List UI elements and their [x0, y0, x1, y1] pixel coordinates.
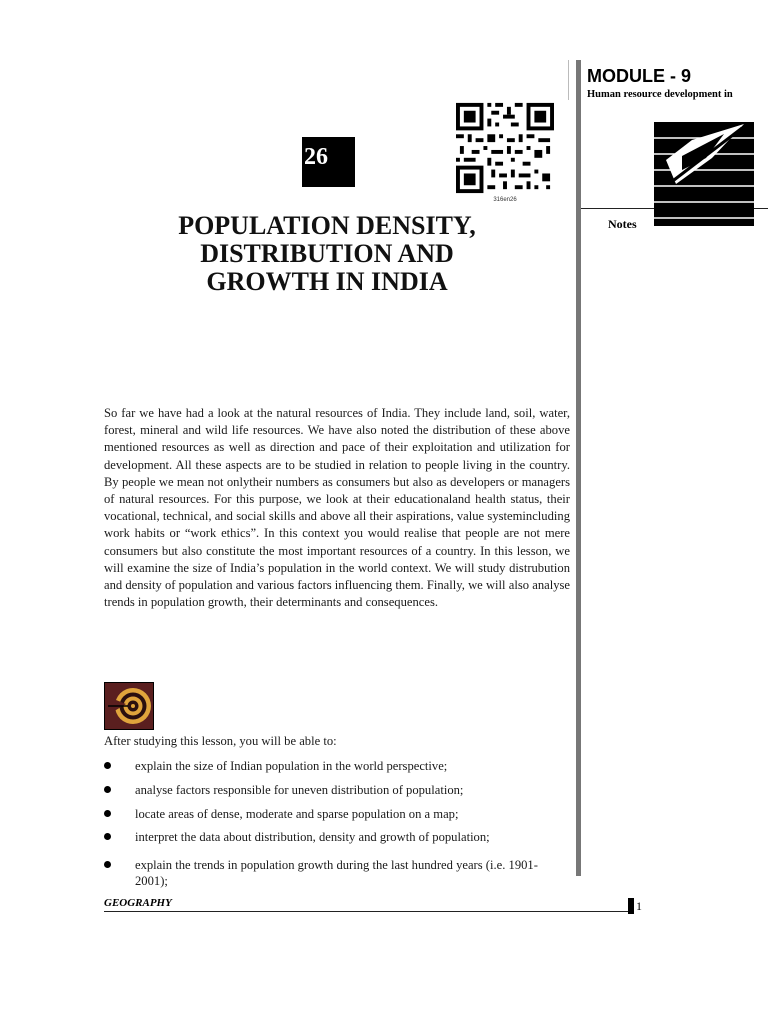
objectives-lead: After studying this lesson, you will be able to: [104, 734, 337, 748]
notes-icon [652, 120, 756, 228]
objective-text: explain the size of Indian population in the world perspective; [135, 759, 448, 773]
chapter-number-badge: 26 [302, 137, 355, 187]
bullet-icon [104, 786, 111, 793]
bullet-icon [104, 810, 111, 817]
lesson-title-line: DISTRIBUTION AND [200, 239, 454, 268]
bullet-icon [104, 861, 111, 868]
footer-rule [104, 911, 630, 912]
qr-code-icon[interactable] [456, 102, 554, 194]
objective-text: interpret the data about distribution, density and growth of population; [135, 830, 490, 844]
page-number: 1 [636, 899, 642, 913]
margin-divider-thin [568, 60, 569, 100]
module-title: MODULE - 9 [587, 66, 692, 86]
objective-text: locate areas of dense, moderate and sparse population on a map; [135, 807, 459, 821]
bullet-icon [104, 833, 111, 840]
bullet-icon [104, 762, 111, 769]
objectives-icon [104, 682, 154, 730]
page-marker [628, 898, 634, 914]
lesson-title-line: GROWTH IN INDIA [206, 267, 448, 296]
objective-text: explain the trends in population growth during the last hundred years (i.e. 1901-2001); [135, 858, 538, 888]
module-subtitle: Human resource development in [587, 89, 733, 100]
notes-label: Notes [608, 217, 637, 231]
lesson-title [130, 212, 524, 296]
footer-subject: GEOGRAPHY [104, 897, 172, 909]
lesson-title-line: POPULATION DENSITY, [178, 211, 476, 240]
intro-paragraph: So far we have had a look at the natural resources of India. They include land, soil, water, forest, mineral and wild life resources. We have also noted the distribution of these above mentioned resources as well as direction and pace of their exploitation and utilization for development. All these aspects are to be studied in relation to people living in the country. By people we mean not onlytheir numbers as consumers but also as developers or managers of natural resources. For this purpose, we look at their educationaland health status, their vocational, technical, and social skills and above all their aspirations, value systemincluding work habits or “work ethics”. In this context you would realise that people are not mere consumers but also constitute the most important resources of a country. In this lesson, we will examine the size of India’s population in the world context. We will study distrubution and density of population and various factors influencing them. Finally, we will also analyse trends in population growth, their determinants and consequences. [104, 406, 570, 610]
margin-divider [576, 60, 581, 876]
qr-caption: 316en26 [493, 197, 517, 203]
objective-text: analyse factors responsible for uneven distribution of population; [135, 783, 464, 797]
